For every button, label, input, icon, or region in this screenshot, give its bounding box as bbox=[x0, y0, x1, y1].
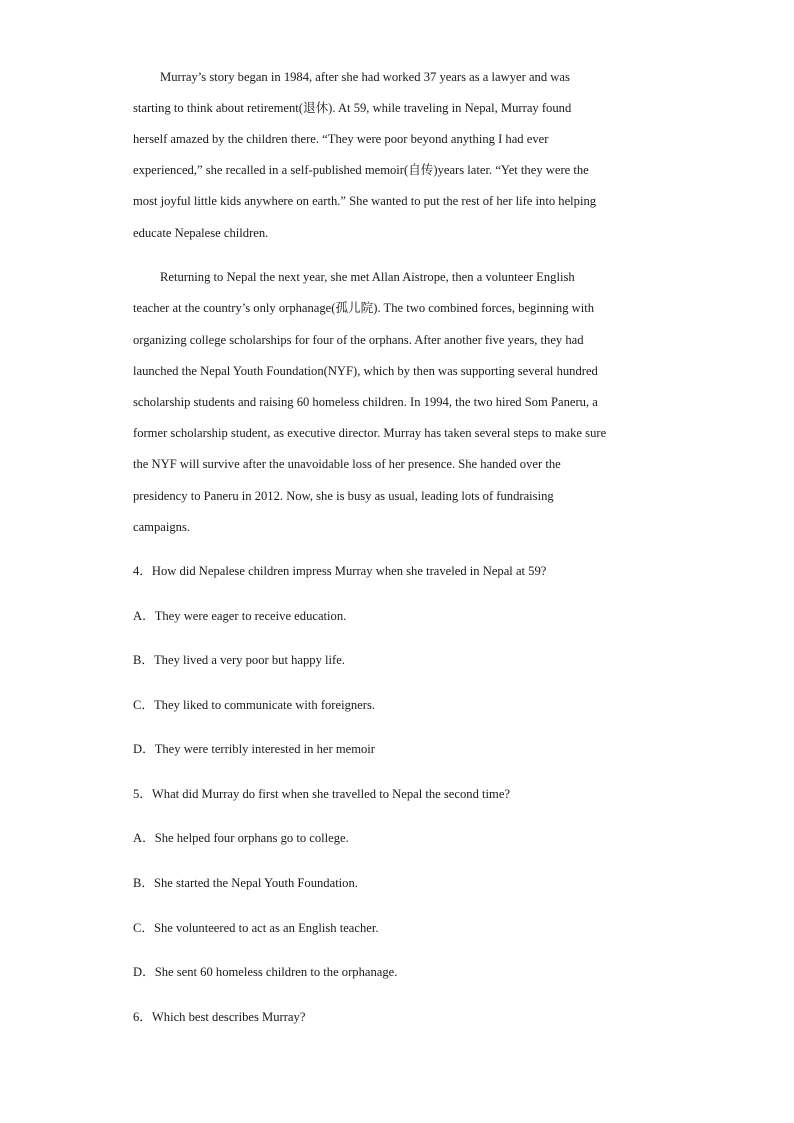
paragraph-2-line: the NYF will survive after the unavoidable loss of her presence. She handed over the bbox=[133, 457, 561, 471]
paragraph-2-line: organizing college scholarships for four of the orphans. After another five years, they had bbox=[133, 333, 584, 347]
paragraph-2-line: Returning to Nepal the next year, she met Allan Aistrope, then a volunteer English bbox=[160, 270, 575, 284]
paragraph-2-line: presidency to Paneru in 2012. Now, she is busy as usual, leading lots of fundraising bbox=[133, 489, 554, 503]
paragraph-1-line: Murray’s story began in 1984, after she had worked 37 years as a lawyer and was bbox=[160, 70, 570, 84]
question-5-stem: 5．What did Murray do first when she travelled to Nepal the second time? bbox=[133, 787, 511, 801]
paragraph-1-line: experienced,” she recalled in a self-published memoir(自传)years later. “Yet they were the bbox=[133, 163, 589, 177]
question-5-option-c: C．She volunteered to act as an English teacher. bbox=[133, 921, 379, 935]
paragraph-2-line: teacher at the country’s only orphanage(孤儿院). The two combined forces, beginning with bbox=[133, 301, 595, 315]
question-4-stem: 4．How did Nepalese children impress Murray when she traveled in Nepal at 59? bbox=[133, 564, 547, 578]
question-4-option-b: B．They lived a very poor but happy life. bbox=[133, 653, 345, 667]
question-5-option-b: B．She started the Nepal Youth Foundation. bbox=[133, 876, 358, 890]
question-4-option-a: A．They were eager to receive education. bbox=[133, 609, 347, 623]
question-6-stem: 6．Which best describes Murray? bbox=[133, 1010, 306, 1024]
paragraph-2-line: launched the Nepal Youth Foundation(NYF), which by then was supporting several hundred bbox=[133, 364, 598, 378]
paragraph-2-line: former scholarship student, as executive director. Murray has taken several steps to make sure bbox=[133, 426, 607, 440]
question-4-option-c: C．They liked to communicate with foreigners. bbox=[133, 698, 376, 712]
question-5-option-a: A．She helped four orphans go to college. bbox=[133, 831, 349, 845]
question-4-option-d: D．They were terribly interested in her memoir bbox=[133, 742, 375, 756]
question-5-option-d: D．She sent 60 homeless children to the orphanage. bbox=[133, 965, 398, 979]
paragraph-1-line: starting to think about retirement(退休). At 59, while traveling in Nepal, Murray found bbox=[133, 101, 572, 115]
paragraph-1-line: educate Nepalese children. bbox=[133, 226, 269, 240]
paragraph-2-line: scholarship students and raising 60 homeless children. In 1994, the two hired Som Paneru, a bbox=[133, 395, 598, 409]
paragraph-2-line: campaigns. bbox=[133, 520, 191, 534]
paragraph-1-line: most joyful little kids anywhere on earth.” She wanted to put the rest of her life into helping bbox=[133, 194, 597, 208]
paragraph-1-line: herself amazed by the children there. “They were poor beyond anything I had ever bbox=[133, 132, 549, 146]
